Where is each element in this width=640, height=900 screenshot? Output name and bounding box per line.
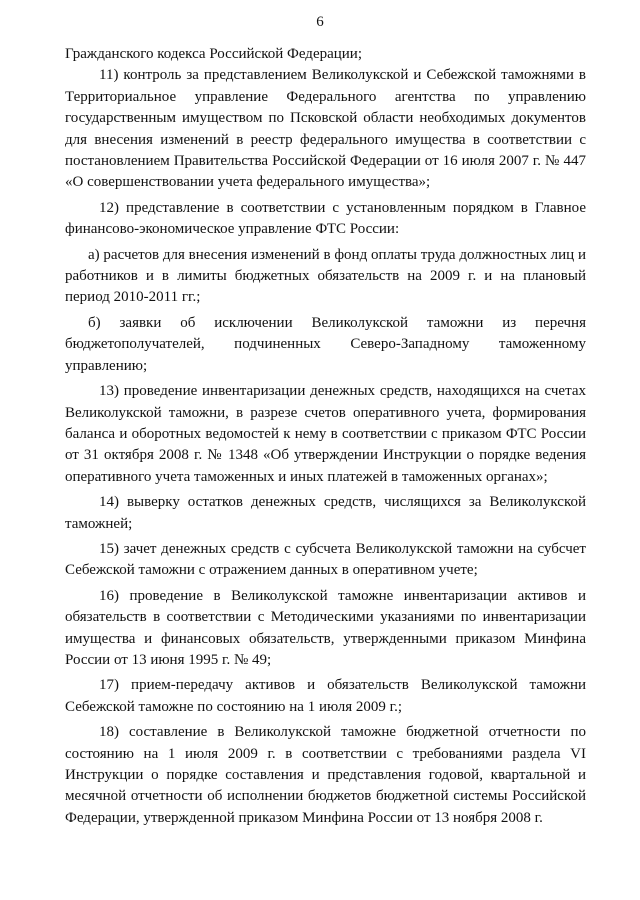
- paragraph-item-12a: а) расчетов для внесения изменений в фонд оплаты труда должностных лиц и работников и в лимиты бюджетных обязательств на 2009 г. и на плановый период 2010-2011 гг.;: [65, 246, 586, 306]
- paragraph-item-18: 18) составление в Великолукской таможне бюджетной отчетности по состоянию на 1 июля 2009 г. в соответствии с требованиями раздела VI Инструкции о порядке составления и представления годовой, квартальной и месячной отчетности об исполнении бюджетов бюджетной системы Российской Федерации, утвержденной приказом Минфина России от 13 ноября 2008 г.: [65, 724, 586, 826]
- paragraph-item-13: 13) проведение инвентаризации денежных средств, находящихся на счетах Великолукской таможни, в разрезе счетов оперативного учета, формирования баланса и оборотных ведомостей к нему в соответствии с приказом ФТС России от 31 октября 2008 г. № 1348 «Об утверждении Инструкции о порядке ведения оперативного учета таможенных и иных платежей в таможенных органах»;: [65, 383, 586, 485]
- paragraph-continuation: Гражданского кодекса Российской Федерации;: [65, 46, 363, 62]
- paragraph-item-15: 15) зачет денежных средств с субсчета Великолукской таможни на субсчет Себежской таможни с отражением данных в оперативном учете;: [65, 540, 586, 579]
- paragraph-item-16: 16) проведение в Великолукской таможне инвентаризации активов и обязательств в соответствии с Методическими указаниями по инвентаризации имущества и финансовых обязательств, утвержденными приказом Минфина России от 13 июня 1995 г. № 49;: [65, 587, 586, 668]
- paragraph-item-11: 11) контроль за представлением Великолукской и Себежской таможнями в Территориальное управление Федерального агентства по управлению государственным имуществом по Псковской области необходимых документов для внесения изменений в реестр федерального имущества в соответствии с постановлением Правительства Российской Федерации от 16 июля 2007 г. № 447 «О совершенствовании учета федерального имущества»;: [65, 67, 586, 191]
- paragraph-item-17: 17) прием-передачу активов и обязательств Великолукской таможни Себежской таможне по состоянию на 1 июля 2009 г.;: [65, 677, 586, 715]
- document-body: [65, 44, 586, 831]
- paragraph-item-12: 12) представление в соответствии с установленным порядком в Главное финансово-экономическое управление ФТС России:: [65, 199, 586, 238]
- paragraph-item-12b: б) заявки об исключении Великолукской таможни из перечня бюджетополучателей, подчиненных Северо-Западному таможенному управлению;: [65, 314, 586, 374]
- page-number: 6: [316, 14, 324, 30]
- paragraph-item-14: 14) выверку остатков денежных средств, числящихся за Великолукской таможней;: [65, 494, 586, 532]
